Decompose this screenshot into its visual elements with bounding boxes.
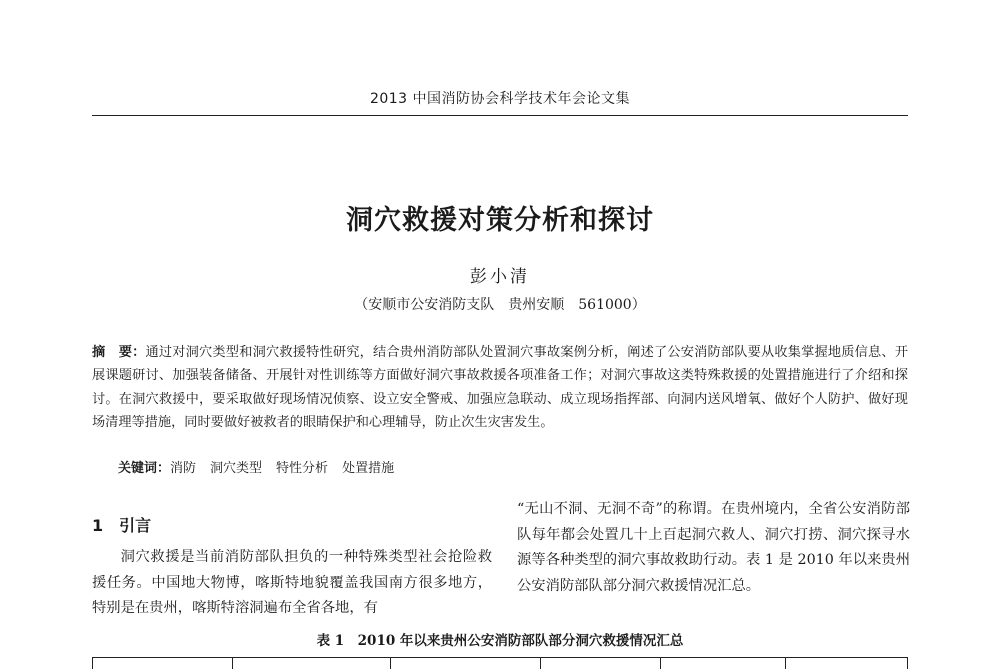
section-title: 引言 [119,516,152,535]
abstract-label: 摘 要： [92,345,146,360]
abstract-text: 通过对洞穴类型和洞穴救援特性研究，结合贵州消防部队处置洞穴事故案例分析，阐述了公安消防部队要从收集掌握地质信息、开展课题研讨、加强装备储备、开展针对性训练等方面做好洞穴事故救援各项准备工作；对洞穴事故这类特殊救援的处置措施进行了介绍和探讨。在洞穴救援中，要采取做好现场情况侦察、设立安全警戒、加强应急联动、成立现场指挥部、向洞内送风增氧、做好个人防护、做好现场清理等措施，同时要做好被救者的眼睛保护和心理辅导，防止次生灾害发生。 [92,345,909,431]
keyword-item: 处置措施 [342,461,395,476]
header-rule [92,115,908,116]
body-paragraph-right: “无山不洞、无洞不奇”的称谓。在贵州境内，全省公安消防部队每年都会处置几十上百起洞穴救人、洞穴打捞、洞穴探寻水源等各种类型的洞穴事故救助行动。表 1 是 2010 年以来贵州公安消防部队部分洞穴救援情况汇总。 [517,501,910,594]
keywords-label: 关键词： [118,461,171,476]
author-name: 彭小清 [470,267,530,287]
table-column-divider [785,657,786,669]
section-heading [92,513,151,536]
table-column-divider [390,657,391,669]
body-paragraph-left: 洞穴救援是当前消防部队担负的一种特殊类型社会抢险救援任务。中国地大物博，喀斯特地貌覆盖我国南方很多地方，特别是在贵州，喀斯特溶洞遍布全省各地，有 [92,549,492,616]
table-column-divider [92,657,93,669]
author-affiliation: （安顺市公安消防支队 贵州安顺 561000） [354,297,646,313]
table-column-divider [660,657,661,669]
running-header: 2013 中国消防协会科学技术年会论文集 [369,91,631,107]
keywords-line [118,457,408,476]
section-number: 1 [92,516,104,535]
abstract-block [92,341,908,435]
table-column-divider [907,657,908,669]
table-column-divider [232,657,233,669]
table-column-divider [540,657,541,669]
keyword-item: 洞穴类型 [210,461,263,476]
paper-title: 洞穴救援对策分析和探讨 [346,205,654,236]
table-caption: 表 1 2010 年以来贵州公安消防部队部分洞穴救援情况汇总 [316,633,684,649]
keyword-item: 消防 [170,461,197,476]
keyword-item: 特性分析 [276,461,329,476]
